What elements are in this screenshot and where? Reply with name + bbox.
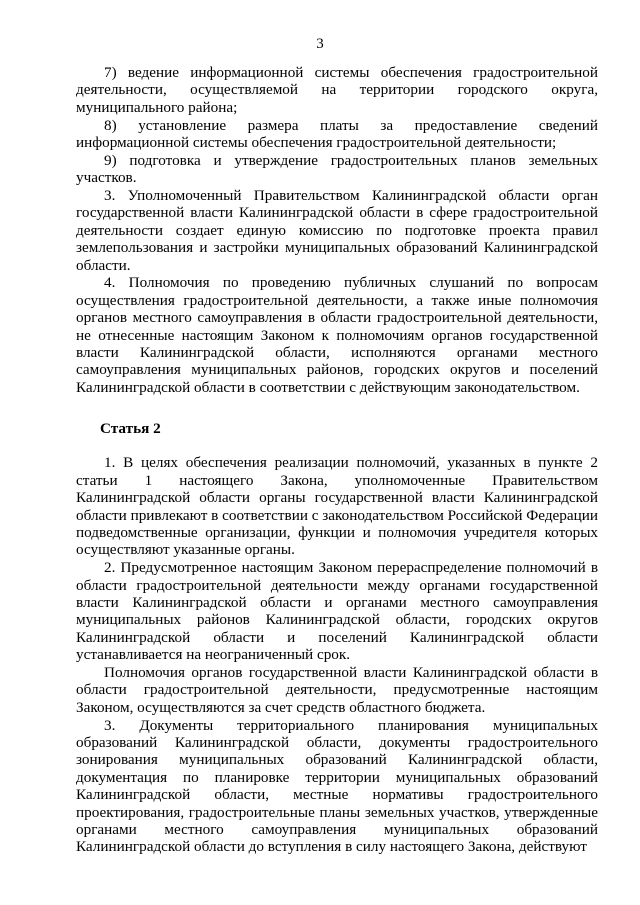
article-2-clause-1: 1. В целях обеспечения реализации полномочий, указанных в пункте 2 статьи 1 настоящего Закона, уполномоченные Правительством Калининградской области органы государственной власти Калининградской области привлекают в соответствии с законодательством Российской Федерации подведомственные организации, функции и полномочия учредителя которых осуществляют указанные органы.: [76, 454, 599, 559]
article-heading: Статья 2: [100, 420, 161, 438]
document-body: [76, 64, 598, 856]
article-2-clause-3: 3. Документы территориального планирования муниципальных образований Калининградской области, документы градостроительного зонирования муниципальных образований Калининградской области, документация по планировке территории муниципальных образований Калининградской области, местные нормативы градостроительного проектирования, градостроительные планы земельных участков, утвержденные органами местного самоуправления муниципальных образований Калининградской области до вступления в силу настоящего Закона, действуют: [76, 716, 598, 856]
clause-3: 3. Уполномоченный Правительством Калининградской области орган государственной власти Калининградской области в сфере градостроительной деятельности создает единую комиссию по подготовке проекта правил землепользования и застройки муниципальных образований Калининградской области.: [76, 187, 598, 274]
clause-4: 4. Полномочия по проведению публичных слушаний по вопросам осуществления градостроительной деятельности, а также иные полномочия органов местного самоуправления в области градостроительной деятельности, не отнесенные настоящим Законом к полномочиям органов государственной власти Калининградской области, исполняются органами местного самоуправления муниципальных районов, городских округов и поселений Калининградской области в соответствии с действующим законодательством.: [76, 274, 598, 396]
list-item-8: 8) установление размера платы за предоставление сведений информационной системы обеспечения градостроительной деятельности;: [76, 116, 598, 152]
list-item-9: 9) подготовка и утверждение градостроительных планов земельных участков.: [76, 151, 598, 187]
article-2-clause-2: 2. Предусмотренное настоящим Законом перераспределение полномочий в области градостроительной деятельности между органами государственной власти Калининградской области и органами местного самоуправления муниципальных районов Калининградской области, городских округов Калининградской области и поселений Калининградской области устанавливается на неограниченный срок.: [76, 559, 598, 664]
article-2-funding-paragraph: Полномочия органов государственной власти Калининградской области в области градостроительной деятельности, предусмотренные настоящим Законом, осуществляются за счет средств областного бюджета.: [76, 663, 598, 716]
page-number: 3: [316, 36, 324, 52]
list-item-7: 7) ведение информационной системы обеспечения градостроительной деятельности, осуществляемой на территории городского округа, муниципального района;: [76, 64, 598, 116]
